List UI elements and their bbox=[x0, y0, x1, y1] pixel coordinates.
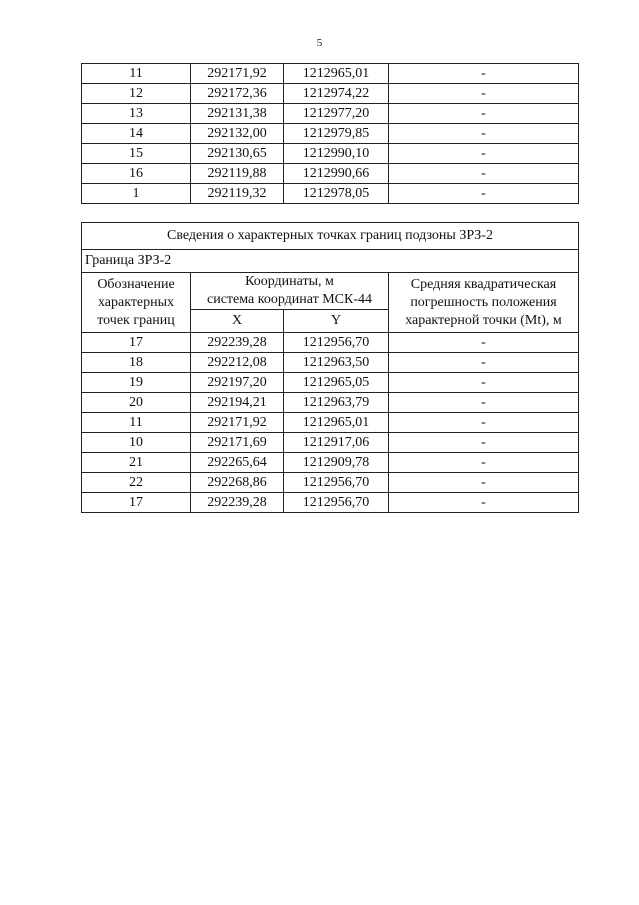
designation-header-line: характерных bbox=[97, 294, 175, 310]
point-number-cell: 11 bbox=[82, 64, 191, 84]
error-cell: - bbox=[389, 353, 579, 373]
error-cell: - bbox=[389, 433, 579, 453]
error-cell: - bbox=[389, 184, 579, 204]
y-coordinate-cell: 1212909,78 bbox=[284, 453, 389, 473]
error-cell: - bbox=[389, 473, 579, 493]
error-cell: - bbox=[389, 124, 579, 144]
table-row bbox=[82, 184, 579, 204]
table-title: Сведения о характерных точках границ подзоны ЗРЗ-2 bbox=[82, 223, 579, 250]
table-row bbox=[82, 144, 579, 164]
point-number-cell: 18 bbox=[82, 353, 191, 373]
coordinates-table-continuation bbox=[81, 63, 579, 204]
error-cell: - bbox=[389, 64, 579, 84]
x-coordinate-cell: 292239,28 bbox=[191, 333, 284, 353]
y-coordinate-cell: 1212979,85 bbox=[284, 124, 389, 144]
table-row bbox=[82, 333, 579, 353]
point-number-cell: 13 bbox=[82, 104, 191, 124]
error-header-line: характерной точки (Mt), м bbox=[405, 312, 562, 328]
point-number-cell: 1 bbox=[82, 184, 191, 204]
error-cell: - bbox=[389, 164, 579, 184]
point-number-cell: 19 bbox=[82, 373, 191, 393]
y-coordinate-cell: 1212990,10 bbox=[284, 144, 389, 164]
x-header: X bbox=[191, 310, 284, 333]
y-coordinate-cell: 1212974,22 bbox=[284, 84, 389, 104]
y-coordinate-cell: 1212990,66 bbox=[284, 164, 389, 184]
y-header: Y bbox=[284, 310, 389, 333]
error-cell: - bbox=[389, 393, 579, 413]
table-row bbox=[82, 433, 579, 453]
table-row bbox=[82, 84, 579, 104]
y-coordinate-cell: 1212956,70 bbox=[284, 493, 389, 513]
point-number-cell: 20 bbox=[82, 393, 191, 413]
point-number-cell: 15 bbox=[82, 144, 191, 164]
x-coordinate-cell: 292268,86 bbox=[191, 473, 284, 493]
x-coordinate-cell: 292194,21 bbox=[191, 393, 284, 413]
point-number-cell: 22 bbox=[82, 473, 191, 493]
table-row bbox=[82, 473, 579, 493]
table-subtitle-row bbox=[82, 250, 579, 273]
table-row bbox=[82, 164, 579, 184]
x-coordinate-cell: 292119,88 bbox=[191, 164, 284, 184]
table-subtitle: Граница ЗРЗ-2 bbox=[82, 250, 579, 273]
point-number-cell: 14 bbox=[82, 124, 191, 144]
table-row bbox=[82, 353, 579, 373]
point-number-cell: 16 bbox=[82, 164, 191, 184]
error-header-line: погрешность положения bbox=[410, 294, 557, 310]
coordinates-header-line: система координат МСК-44 bbox=[207, 292, 372, 307]
y-coordinate-cell: 1212965,01 bbox=[284, 64, 389, 84]
zone-boundary-points-table bbox=[81, 222, 579, 513]
table-row bbox=[82, 124, 579, 144]
x-coordinate-cell: 292119,32 bbox=[191, 184, 284, 204]
table-header-row bbox=[82, 273, 579, 310]
error-cell: - bbox=[389, 144, 579, 164]
x-coordinate-cell: 292197,20 bbox=[191, 373, 284, 393]
page-number: 5 bbox=[316, 37, 323, 49]
point-number-cell: 12 bbox=[82, 84, 191, 104]
designation-header-line: точек границ bbox=[97, 312, 175, 328]
x-coordinate-cell: 292171,92 bbox=[191, 413, 284, 433]
y-coordinate-cell: 1212977,20 bbox=[284, 104, 389, 124]
error-cell: - bbox=[389, 84, 579, 104]
error-cell: - bbox=[389, 413, 579, 433]
point-number-cell: 17 bbox=[82, 493, 191, 513]
point-number-cell: 10 bbox=[82, 433, 191, 453]
point-number-cell: 17 bbox=[82, 333, 191, 353]
y-coordinate-cell: 1212963,50 bbox=[284, 353, 389, 373]
table-row bbox=[82, 393, 579, 413]
error-cell: - bbox=[389, 453, 579, 473]
y-coordinate-cell: 1212917,06 bbox=[284, 433, 389, 453]
x-coordinate-cell: 292239,28 bbox=[191, 493, 284, 513]
error-cell: - bbox=[389, 333, 579, 353]
coordinates-header-line: Координаты, м bbox=[245, 274, 334, 289]
designation-header bbox=[82, 273, 191, 333]
y-coordinate-cell: 1212956,70 bbox=[284, 473, 389, 493]
error-header bbox=[389, 273, 579, 333]
y-coordinate-cell: 1212965,01 bbox=[284, 413, 389, 433]
table-row bbox=[82, 64, 579, 84]
table-row bbox=[82, 104, 579, 124]
y-coordinate-cell: 1212963,79 bbox=[284, 393, 389, 413]
x-coordinate-cell: 292212,08 bbox=[191, 353, 284, 373]
designation-header-line: Обозначение bbox=[97, 276, 175, 292]
table-row bbox=[82, 493, 579, 513]
table-row bbox=[82, 413, 579, 433]
y-coordinate-cell: 1212965,05 bbox=[284, 373, 389, 393]
table-row bbox=[82, 373, 579, 393]
error-cell: - bbox=[389, 373, 579, 393]
coordinates-header bbox=[191, 273, 389, 310]
x-coordinate-cell: 292132,00 bbox=[191, 124, 284, 144]
x-coordinate-cell: 292131,38 bbox=[191, 104, 284, 124]
y-coordinate-cell: 1212956,70 bbox=[284, 333, 389, 353]
y-coordinate-cell: 1212978,05 bbox=[284, 184, 389, 204]
x-coordinate-cell: 292265,64 bbox=[191, 453, 284, 473]
error-header-line: Средняя квадратическая bbox=[410, 276, 557, 292]
x-coordinate-cell: 292130,65 bbox=[191, 144, 284, 164]
point-number-cell: 11 bbox=[82, 413, 191, 433]
table-row bbox=[82, 453, 579, 473]
x-coordinate-cell: 292171,92 bbox=[191, 64, 284, 84]
x-coordinate-cell: 292172,36 bbox=[191, 84, 284, 104]
point-number-cell: 21 bbox=[82, 453, 191, 473]
table-title-row bbox=[82, 223, 579, 250]
x-coordinate-cell: 292171,69 bbox=[191, 433, 284, 453]
error-cell: - bbox=[389, 104, 579, 124]
error-cell: - bbox=[389, 493, 579, 513]
